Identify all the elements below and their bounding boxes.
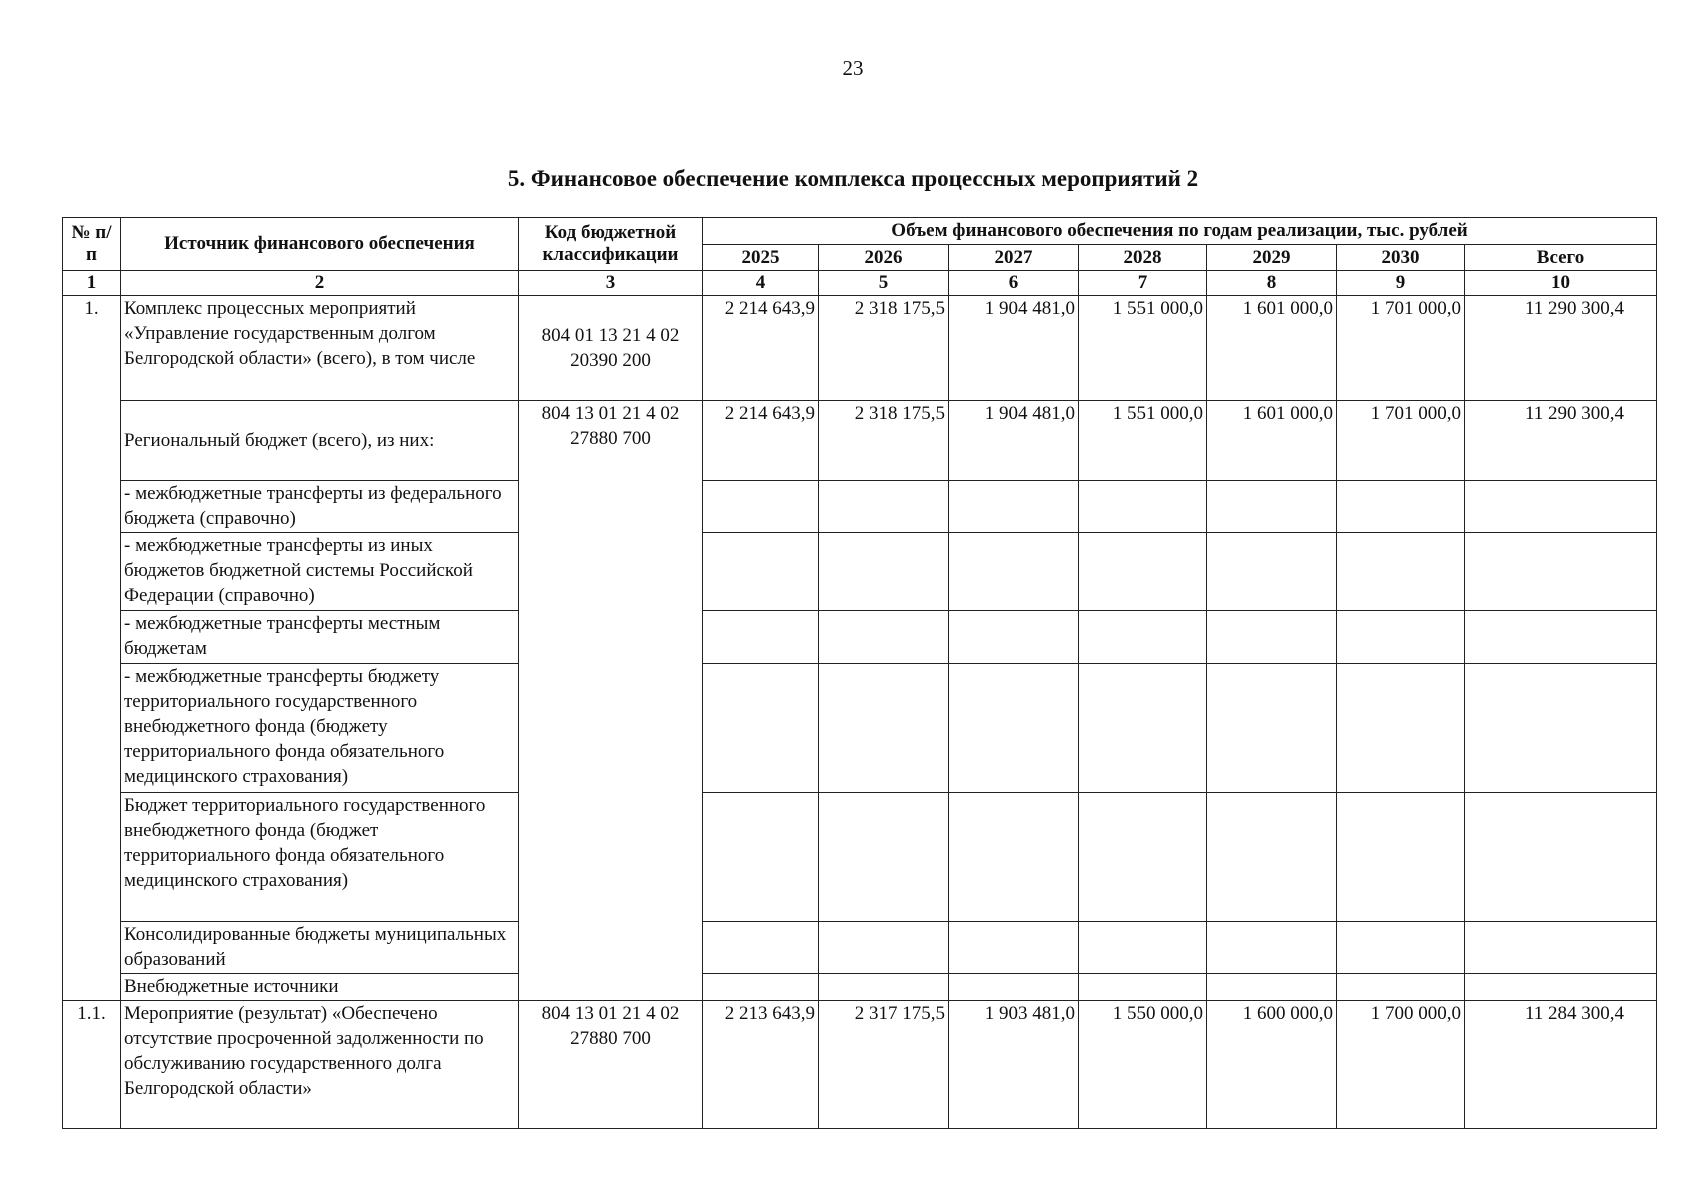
document-title: 5. Финансовое обеспечение комплекса процессных мероприятий 2 [507, 166, 1199, 191]
header-code: Код бюджетной классификации [519, 218, 703, 271]
source-cell: Консолидированные бюджеты муниципальных образований [121, 922, 519, 974]
value-cell: 1 904 481,0 [949, 401, 1079, 481]
value-cell: 1 550 000,0 [1079, 1001, 1207, 1129]
column-number: 4 [703, 271, 819, 296]
value-cell: 1 903 481,0 [949, 1001, 1079, 1129]
empty-cell [1207, 611, 1337, 664]
empty-cell [949, 793, 1079, 922]
empty-cell [1337, 611, 1465, 664]
header-year: 2027 [949, 245, 1079, 271]
value-cell: 2 214 643,9 [703, 296, 819, 401]
value-cell: 2 318 175,5 [819, 296, 949, 401]
value-cell: 11 290 300,4 [1465, 296, 1657, 401]
column-number: 5 [819, 271, 949, 296]
header-volume: Объем финансового обеспечения по годам реализации, тыс. рублей [703, 218, 1657, 245]
financing-table [62, 217, 1657, 1129]
source-cell: - межбюджетные трансферты бюджету территориального государственного внебюджетного фонда (бюджету территориального фонда обязательного медицинского страхования) [121, 664, 519, 793]
empty-cell [1337, 922, 1465, 974]
code-cell: 804 01 13 21 4 02 20390 200 [519, 296, 703, 401]
header-year: 2026 [819, 245, 949, 271]
empty-cell [1079, 481, 1207, 533]
source-cell: Комплекс процессных мероприятий «Управление государственным долгом Белгородской области» (всего), в том числе [121, 296, 519, 401]
value-cell: 11 290 300,4 [1465, 401, 1657, 481]
column-number: 8 [1207, 271, 1337, 296]
column-number: 2 [121, 271, 519, 296]
column-number: 3 [519, 271, 703, 296]
empty-cell [819, 533, 949, 611]
empty-cell [1465, 533, 1657, 611]
table-row [63, 793, 1657, 922]
empty-cell [819, 611, 949, 664]
empty-cell [703, 974, 819, 1001]
source-cell: Мероприятие (результат) «Обеспечено отсутствие просроченной задолженности по обслуживанию государственного долга Белгородской области» [121, 1001, 519, 1129]
table-row [63, 664, 1657, 793]
code-cell: 804 13 01 21 4 02 27880 700 [519, 1001, 703, 1129]
column-number: 9 [1337, 271, 1465, 296]
empty-cell [1079, 611, 1207, 664]
table-row [63, 296, 1657, 401]
empty-cell [703, 481, 819, 533]
empty-cell [819, 974, 949, 1001]
empty-cell [1079, 664, 1207, 793]
value-cell: 1 701 000,0 [1337, 401, 1465, 481]
column-number: 1 [63, 271, 121, 296]
value-cell: 1 904 481,0 [949, 296, 1079, 401]
value-cell: 11 284 300,4 [1465, 1001, 1657, 1129]
table-row [63, 533, 1657, 611]
empty-cell [1465, 664, 1657, 793]
value-cell: 1 551 000,0 [1079, 296, 1207, 401]
row-number: 1.1. [63, 1001, 121, 1129]
empty-cell [1207, 481, 1337, 533]
value-cell: 2 213 643,9 [703, 1001, 819, 1129]
source-cell: Региональный бюджет (всего), из них: [121, 401, 519, 481]
source-cell: Внебюджетные источники [121, 974, 519, 1001]
value-cell: 2 318 175,5 [819, 401, 949, 481]
header-year: 2025 [703, 245, 819, 271]
empty-cell [1465, 611, 1657, 664]
empty-cell [819, 481, 949, 533]
empty-cell [1079, 922, 1207, 974]
table-row [63, 1001, 1657, 1129]
empty-cell [1337, 481, 1465, 533]
page-number: 23 [842, 56, 864, 80]
source-cell: - межбюджетные трансферты из иных бюджетов бюджетной системы Российской Федерации (справочно) [121, 533, 519, 611]
header-total: Всего [1465, 245, 1657, 271]
empty-cell [1465, 793, 1657, 922]
empty-cell [1465, 922, 1657, 974]
empty-cell [1207, 664, 1337, 793]
empty-cell [703, 922, 819, 974]
value-cell: 2 214 643,9 [703, 401, 819, 481]
empty-cell [819, 793, 949, 922]
empty-cell [819, 922, 949, 974]
empty-cell [949, 922, 1079, 974]
source-cell: Бюджет территориального государственного внебюджетного фонда (бюджет территориального фонда обязательного медицинского страхования) [121, 793, 519, 922]
value-cell: 1 600 000,0 [1207, 1001, 1337, 1129]
empty-cell [949, 611, 1079, 664]
empty-cell [1337, 533, 1465, 611]
empty-cell [949, 974, 1079, 1001]
value-cell: 2 317 175,5 [819, 1001, 949, 1129]
column-number: 10 [1465, 271, 1657, 296]
table-row [63, 922, 1657, 974]
row-number: 1. [63, 296, 121, 1001]
column-number: 7 [1079, 271, 1207, 296]
empty-cell [949, 533, 1079, 611]
source-cell: - межбюджетные трансферты из федерального бюджета (справочно) [121, 481, 519, 533]
empty-cell [1079, 533, 1207, 611]
empty-cell [1079, 974, 1207, 1001]
empty-cell [949, 481, 1079, 533]
empty-cell [1207, 793, 1337, 922]
empty-cell [1337, 793, 1465, 922]
empty-cell [819, 664, 949, 793]
header-num: № п/п [63, 218, 121, 271]
empty-cell [1337, 664, 1465, 793]
empty-cell [1465, 481, 1657, 533]
value-cell: 1 551 000,0 [1079, 401, 1207, 481]
empty-cell [703, 793, 819, 922]
empty-cell [1337, 974, 1465, 1001]
value-cell: 1 700 000,0 [1337, 1001, 1465, 1129]
empty-cell [703, 611, 819, 664]
table-row [63, 611, 1657, 664]
table-row [63, 974, 1657, 1001]
value-cell: 1 701 000,0 [1337, 296, 1465, 401]
value-cell: 1 601 000,0 [1207, 401, 1337, 481]
header-year: 2029 [1207, 245, 1337, 271]
empty-cell [1207, 974, 1337, 1001]
column-number: 6 [949, 271, 1079, 296]
source-cell: - межбюджетные трансферты местным бюджетам [121, 611, 519, 664]
empty-cell [1207, 533, 1337, 611]
header-source: Источник финансового обеспечения [121, 218, 519, 271]
empty-cell [703, 664, 819, 793]
empty-cell [1465, 974, 1657, 1001]
header-year: 2030 [1337, 245, 1465, 271]
value-cell: 1 601 000,0 [1207, 296, 1337, 401]
empty-cell [1079, 793, 1207, 922]
empty-cell [1207, 922, 1337, 974]
table-row [63, 481, 1657, 533]
table-row [63, 401, 1657, 481]
empty-cell [949, 664, 1079, 793]
header-year: 2028 [1079, 245, 1207, 271]
empty-cell [703, 533, 819, 611]
code-cell: 804 13 01 21 4 02 27880 700 [519, 401, 703, 1001]
